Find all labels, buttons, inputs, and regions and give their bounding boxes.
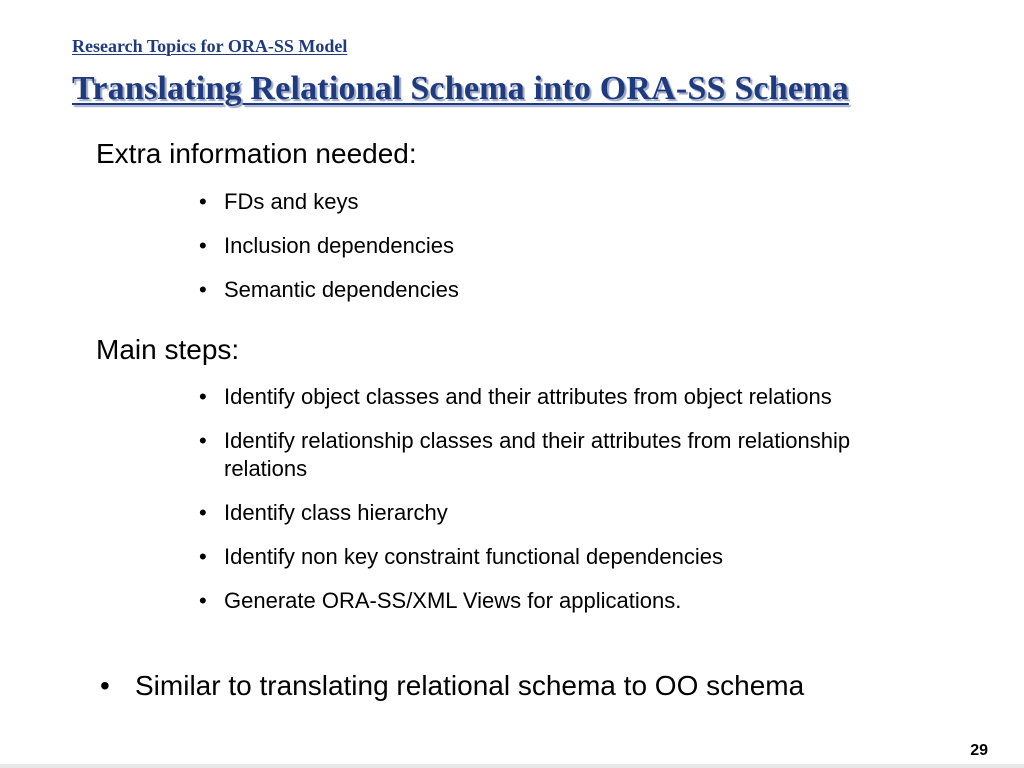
main-bullet-text: Similar to translating relational schema to OO schema — [135, 670, 805, 701]
list-item — [197, 543, 917, 571]
list-item — [197, 188, 917, 216]
list-item-text: Identify non key constraint functional dependencies — [224, 544, 723, 569]
list-item — [197, 427, 917, 483]
list-item — [197, 499, 917, 527]
section-heading-main-steps: Main steps: — [96, 334, 240, 365]
list-item — [197, 276, 917, 304]
bullet-icon: • — [199, 428, 207, 453]
bullet-icon: • — [199, 588, 207, 613]
bullet-icon: • — [199, 544, 207, 569]
main-steps-list — [197, 383, 917, 631]
list-item-text: Identify relationship classes and their attributes from relationship relations — [224, 428, 851, 481]
bullet-icon: • — [199, 500, 207, 525]
slide-title: Translating Relational Schema into ORA-SS Schema — [72, 70, 849, 107]
bullet-icon: • — [100, 670, 110, 701]
section-heading-extra-info: Extra information needed: — [96, 138, 417, 169]
list-item-text: Inclusion dependencies — [224, 233, 454, 258]
page-number: 29 — [970, 742, 988, 759]
bullet-icon: • — [199, 189, 207, 214]
list-item — [197, 232, 917, 260]
bullet-icon: • — [199, 384, 207, 409]
list-item-text: Identify class hierarchy — [224, 500, 448, 525]
bullet-icon: • — [199, 277, 207, 302]
list-item-text: FDs and keys — [224, 189, 359, 214]
list-item-text: Identify object classes and their attributes from object relations — [224, 384, 832, 409]
list-item — [197, 383, 917, 411]
slide-subtitle: Research Topics for ORA-SS Model — [72, 36, 348, 56]
footer-divider — [0, 764, 1024, 768]
list-item — [197, 587, 917, 615]
bullet-icon: • — [199, 233, 207, 258]
list-item-text: Semantic dependencies — [224, 277, 459, 302]
list-item-text: Generate ORA-SS/XML Views for applications. — [224, 588, 682, 613]
extra-info-list — [197, 188, 917, 320]
main-bullet-point — [100, 670, 804, 702]
